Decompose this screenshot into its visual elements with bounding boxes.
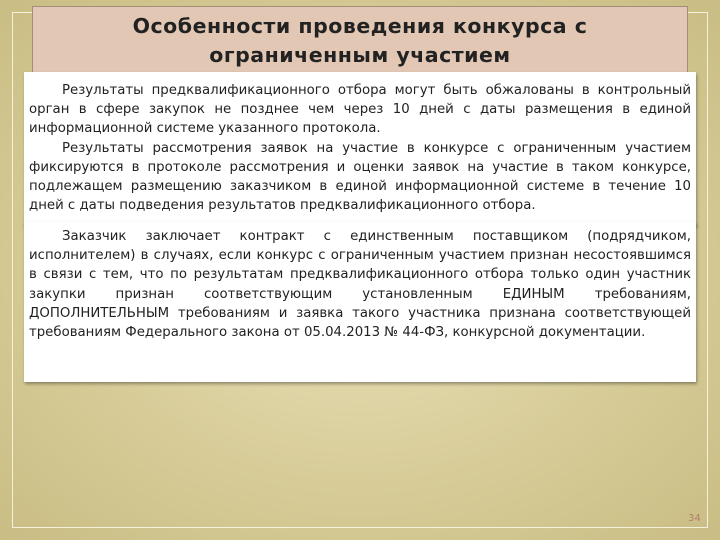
paragraph-appeal: Результаты предквалификационного отбора могут быть обжалованы в контрольный орган в сфере закупок не позднее чем через 10 дней с даты размещения в единой информационной системе указанного протокола. bbox=[29, 83, 691, 137]
title-banner bbox=[32, 6, 688, 76]
text-box-appeal-results bbox=[24, 72, 696, 226]
paragraph-protocol: Результаты рассмотрения заявок на участие в конкурсе с ограниченным участием фиксируются в протоколе рассмотрения и оценки заявок на участие в таком конкурсе, подлежащем размещению заказчиком в единой информационной системе в течение 10 дней с даты подведения результатов предквалификационного отбора. bbox=[29, 140, 691, 214]
paragraph-single-supplier: Заказчик заключает контракт с единственным поставщиком (подрядчиком, исполнителем) в случаях, если конкурс с ограниченным участием признан несостоявшимся в связи с тем, что по результатам предквалификационного отбора только один участник закупки признан соответствующим установленным ЕДИНЫМ требованиям, ДОПОЛНИТЕЛЬНЫМ требованиям и заявка такого участника признана соответствующей требованиям Федерального закона от 05.04.2013 № 44-ФЗ, конкурсной документации. bbox=[29, 229, 691, 341]
text-box-single-supplier bbox=[24, 222, 696, 382]
slide-title: Особенности проведения конкурса с ограниченным участием bbox=[132, 14, 588, 67]
page-number: 34 bbox=[688, 513, 701, 524]
